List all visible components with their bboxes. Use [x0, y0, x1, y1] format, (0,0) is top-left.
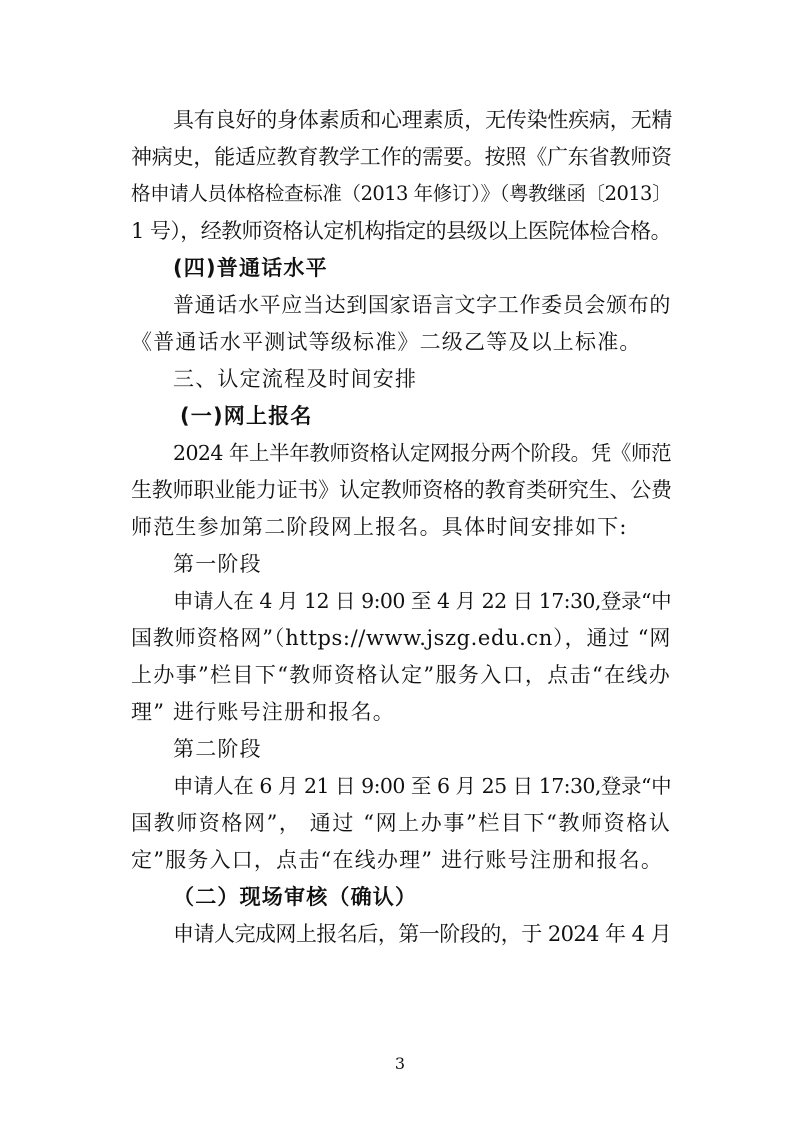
- paragraph-line: 具有良好的身体素质和心理素质，无传染性疾病，无精: [173, 108, 673, 132]
- paragraph-line: 上办事”栏目下“教师资格认定”服务入口，点击“在线办: [131, 663, 671, 687]
- section-heading: 三、认定流程及时间安排: [173, 367, 418, 391]
- stage-label: 第一阶段: [173, 552, 262, 576]
- section-heading: (四)普通话水平: [173, 256, 328, 280]
- paragraph-line: 神病史，能适应教育教学工作的需要。按照《广东省教师资: [131, 145, 672, 169]
- paragraph-line: 申请人完成网上报名后，第一阶段的，于 2024 年 4 月: [173, 922, 671, 946]
- paragraph-line: 师范生参加第二阶段网上报名。具体时间安排如下:: [131, 515, 628, 539]
- page-number: 3: [394, 1054, 406, 1073]
- stage-label: 第二阶段: [173, 737, 262, 761]
- paragraph-line: 1 号），经教师资格认定机构指定的县级以上医院体检合格。: [131, 219, 671, 243]
- paragraph-line: 国教师资格网”， 通过 “网上办事”栏目下“教师资格认: [131, 811, 671, 835]
- paragraph-line: 国教师资格网”（https://www.jszg.edu.cn），通过 “网: [131, 626, 671, 650]
- paragraph-line: 普通话水平应当达到国家语言文字工作委员会颁布的: [173, 293, 671, 317]
- paragraph-line: 申请人在 4 月 12 日 9:00 至 4 月 22 日 17:30,登录“中: [173, 589, 671, 613]
- paragraph-line: 生教师职业能力证书》认定教师资格的教育类研究生、公费: [131, 478, 672, 502]
- paragraph-line: 申请人在 6 月 21 日 9:00 至 6 月 25 日 17:30,登录“中: [173, 774, 671, 798]
- paragraph-line: 格申请人员体格检查标准（2013 年修订）》（粤教继函〔2013〕: [131, 182, 671, 205]
- paragraph-line: 定”服务入口，点击“在线办理” 进行账号注册和报名。: [131, 848, 664, 872]
- section-heading: （二）现场审核（确认）: [173, 885, 418, 909]
- paragraph-line: 理” 进行账号注册和报名。: [131, 700, 396, 724]
- paragraph-line: 2024 年上半年教师资格认定网报分两个阶段。凭《师范: [173, 441, 671, 465]
- section-heading: (一)网上报名: [180, 404, 313, 428]
- paragraph-line: 《普通话水平测试等级标准》二级乙等及以上标准。: [131, 330, 642, 354]
